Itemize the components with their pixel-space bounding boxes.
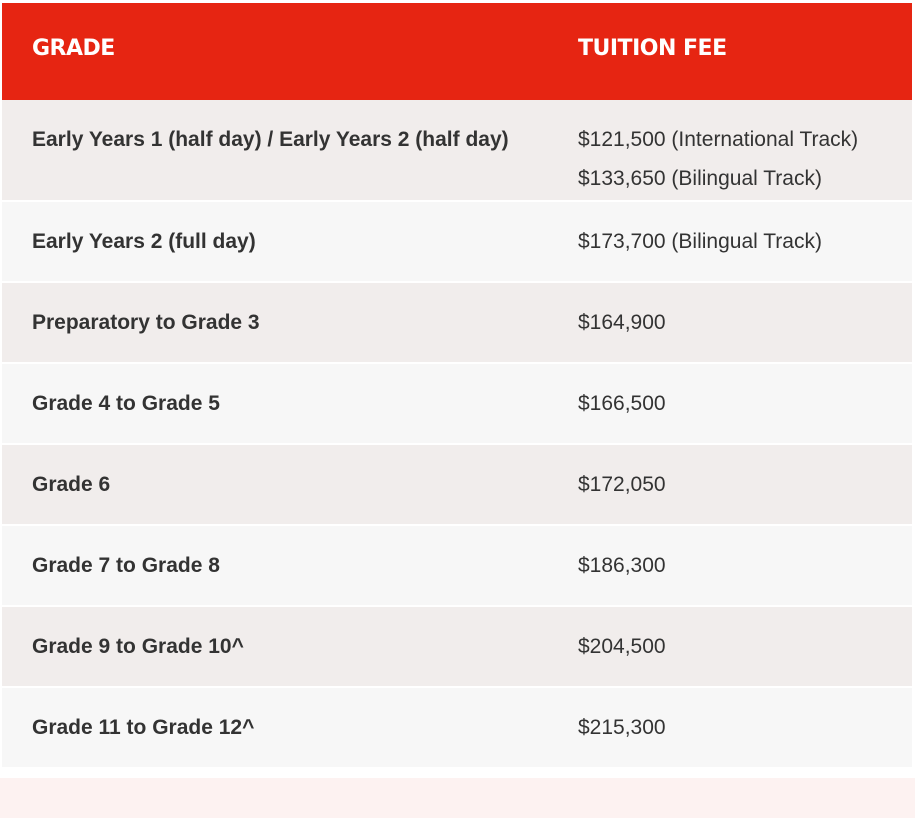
grade-cell (2, 525, 548, 606)
fee-value: $172,050 (578, 473, 666, 496)
table-body (2, 100, 912, 768)
table-row (2, 363, 912, 444)
table-row (2, 201, 912, 282)
table-row (2, 444, 912, 525)
fee-value: $186,300 (578, 554, 666, 577)
fee-value: $173,700 (Bilingual Track) (578, 230, 822, 253)
grade-cell (2, 444, 548, 525)
grade-cell (2, 687, 548, 768)
fee-value: $133,650 (Bilingual Track) (578, 167, 822, 190)
grade-label: Grade 4 to Grade 5 (32, 392, 220, 415)
fee-cell (548, 525, 912, 606)
table-row (2, 687, 912, 768)
header-row (2, 3, 912, 100)
fee-value: $166,500 (578, 392, 666, 415)
grade-label: Preparatory to Grade 3 (32, 311, 260, 334)
fee-value: $164,900 (578, 311, 666, 334)
fee-cell (548, 201, 912, 282)
grade-label: Early Years 2 (full day) (32, 230, 256, 253)
fee-cell (548, 363, 912, 444)
table-header (2, 3, 912, 100)
tuition-fee-column-header: TUITION FEE (578, 36, 727, 61)
grade-cell (2, 606, 548, 687)
grade-cell (2, 363, 548, 444)
bottom-background-strip (0, 778, 915, 818)
grade-label: Early Years 1 (half day) / Early Years 2 (half day) (32, 128, 509, 151)
table-row (2, 606, 912, 687)
grade-cell (2, 100, 548, 201)
fee-value: $121,500 (International Track) (578, 128, 859, 151)
fee-value: $215,300 (578, 716, 666, 739)
fee-cell (548, 606, 912, 687)
table-row (2, 100, 912, 201)
table-row (2, 525, 912, 606)
grade-label: Grade 9 to Grade 10^ (32, 635, 244, 658)
grade-cell (2, 282, 548, 363)
fee-cell (548, 444, 912, 525)
tuition-fee-table (2, 3, 912, 769)
grade-label: Grade 11 to Grade 12^ (32, 716, 255, 739)
fee-cell (548, 282, 912, 363)
grade-label: Grade 6 (32, 473, 111, 496)
fee-value: $204,500 (578, 635, 666, 658)
grade-cell (2, 201, 548, 282)
table-row (2, 282, 912, 363)
grade-label: Grade 7 to Grade 8 (32, 554, 220, 577)
fee-cell (548, 100, 912, 201)
fee-cell (548, 687, 912, 768)
grade-column-header: GRADE (32, 36, 115, 61)
